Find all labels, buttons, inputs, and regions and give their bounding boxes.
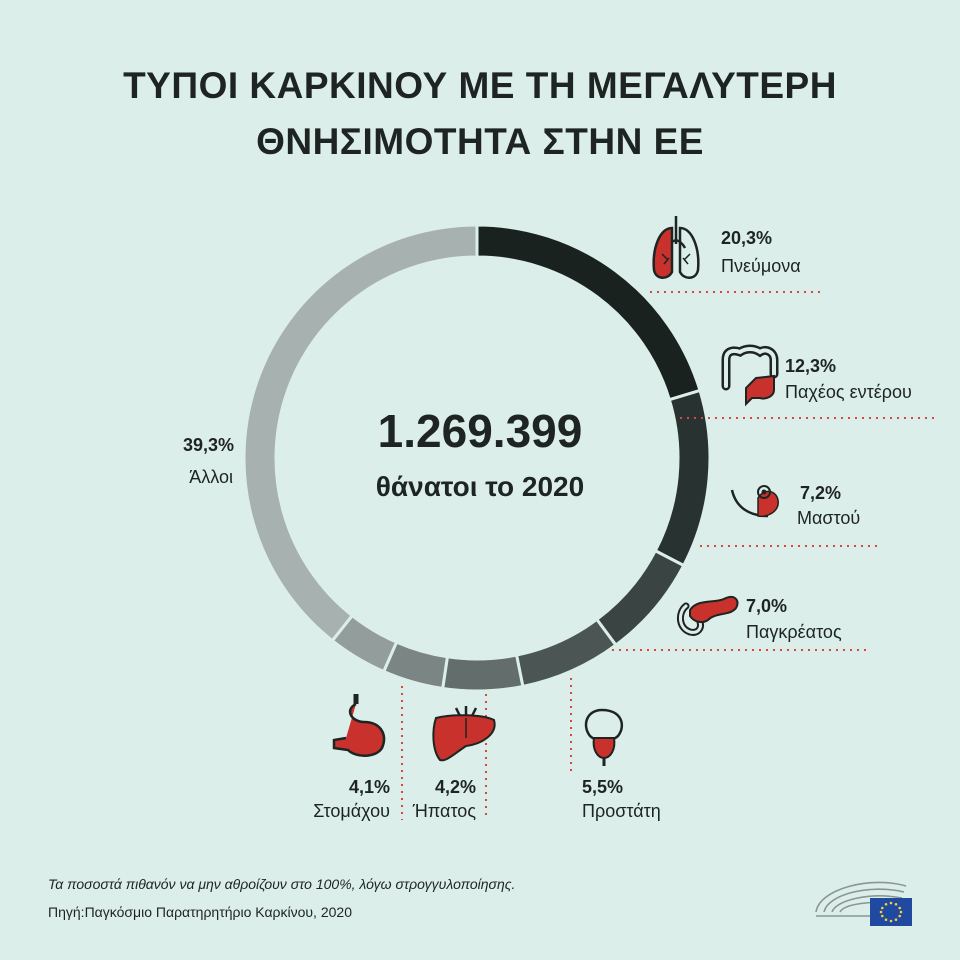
donut-slice-4 xyxy=(443,655,523,691)
slice-label-colon: Παχέος εντέρου xyxy=(785,382,912,402)
colon-icon xyxy=(726,349,774,404)
liver-icon xyxy=(433,706,494,760)
slice-value-prostate: 5,5% xyxy=(582,777,624,797)
slice-label-lung: Πνεύμονα xyxy=(721,256,801,276)
prostate-icon xyxy=(586,710,622,766)
donut-slice-1 xyxy=(655,390,710,565)
center-total: 1.269.399 xyxy=(377,405,583,457)
footnote: Τα ποσοστά πιθανόν να μην αθροίζουν στο 100%, λόγω στρογγυλοποίησης. xyxy=(48,876,516,892)
slice-value-others: 39,3% xyxy=(182,435,234,455)
slice-label-others: Άλλοι xyxy=(189,467,233,487)
slice-label-prostate: Προστάτη xyxy=(582,801,661,821)
slice-label-liver: Ήπατος xyxy=(412,801,476,821)
stomach-icon xyxy=(334,694,384,756)
slice-label-breast: Μαστού xyxy=(797,508,861,528)
donut-slice-3 xyxy=(517,619,616,686)
donut-slices xyxy=(244,225,710,691)
chart-title-line1: ΤΥΠΟΙ ΚΑΡΚΙΝΟΥ ΜΕ ΤΗ ΜΕΓΑΛΥΤΕΡΗ xyxy=(123,65,837,106)
slice-label-stomach: Στομάχου xyxy=(313,801,390,821)
pancreas-icon xyxy=(680,597,737,632)
slice-value-lung: 20,3% xyxy=(721,228,773,248)
center-subtitle: θάνατοι το 2020 xyxy=(375,471,585,502)
european-parliament-logo xyxy=(812,872,916,928)
chart-title-line2: ΘΝΗΣΙΜΟΤΗΤΑ ΣΤΗΝ ΕΕ xyxy=(256,121,704,162)
source-line: Πηγή:Παγκόσμιο Παρατηρητήριο Καρκίνου, 2020 xyxy=(48,904,352,920)
slice-label-pancreas: Παγκρέατος xyxy=(746,622,842,642)
slice-value-liver: 4,2% xyxy=(434,777,476,797)
slice-value-breast: 7,2% xyxy=(800,483,842,503)
slice-value-pancreas: 7,0% xyxy=(746,596,788,616)
slice-value-stomach: 4,1% xyxy=(348,777,390,797)
donut-slice-2 xyxy=(597,551,684,645)
slice-value-colon: 12,3% xyxy=(785,356,837,376)
lungs-icon xyxy=(654,216,699,278)
breast-icon xyxy=(732,486,778,516)
